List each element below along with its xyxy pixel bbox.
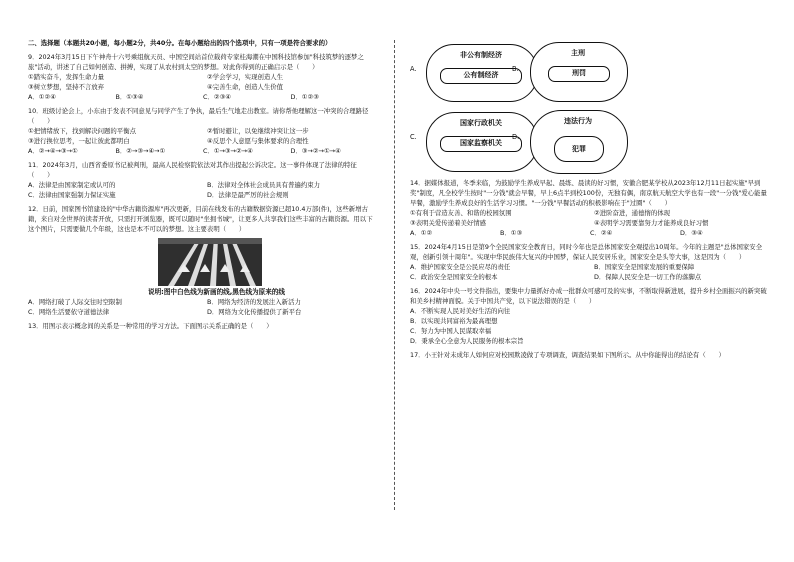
diagram-a-outer-text: 非公有制经济 [460,51,502,59]
q15-choice-d[interactable]: D．保障人民安全是一切工作的落脚点 [594,273,702,281]
q15-choice-a[interactable]: A．维护国家安全是公民应尽的责任 [410,263,511,271]
q9-choice-a[interactable]: A．①②④ [28,93,56,101]
road-lane-picture [158,238,262,286]
q14-choice-a[interactable]: A．①② [410,229,433,237]
question-14-stem: 14．据媒体报道，冬季来临，为鼓励学生养成早起、晨练、晨读的好习惯，安徽合肥某学校从2023年12月11日起实施"早到奖"制度，凡全校学生按时"一分钱"就会早餐，早上6点半到校100份，无独有偶，南京航天航空大学也有一段"一分钱"爱心能量早餐，激励学生养成良好的生活学习习惯。"一分钱"早餐活动的积极影响在于"过圈"（ ） [410,179,767,207]
question-14 [410,178,770,238]
q9-choice-d[interactable]: D．①②③ [290,93,319,101]
q10-choice-a[interactable]: A．②→④→③→① [28,147,78,155]
q16-choice-a[interactable]: A．不断实现人民对美好生活的向往 [410,307,511,315]
diagram-c-label[interactable]: C. [410,133,417,141]
q10-statement-4: ④反思个人意愿与集体要求的合理性 [207,137,309,145]
question-9 [28,52,378,102]
q14-statement-4: ④表明学习需要靠努力才能养成良好习惯 [594,219,709,227]
q11-choice-d[interactable]: D．法律是最严厉的社会规则 [207,191,289,199]
right-column [410,38,770,360]
diagram-c-outer-text: 国家行政机关 [460,119,502,127]
column-divider [394,40,395,510]
q14-choice-b[interactable]: B．①③ [500,229,523,237]
q10-statement-1: ①把情绪放下，找到解决问题的平衡点 [28,127,136,135]
q9-statement-4: ④完善生命，创造人生价值 [207,83,284,91]
q16-choice-b[interactable]: B．以实现共同富裕为最高理想 [410,317,498,325]
diagram-c-inner: 国家监察机关 [440,136,522,152]
diagram-d-outer-text: 违法行为 [564,117,592,125]
question-10-stem: 10．班级讨论会上，小东由于发表不同意见与同学产生了争执，最后生气地走出教室。请你帮他理解这一冲突的合理路径（ ） [28,107,369,125]
q14-choice-d[interactable]: D．③④ [680,229,703,237]
q9-statement-3: ③树立梦想，坚持不言放弃 [28,83,105,91]
q12-choice-c[interactable]: C．网络生活要依守道德法律 [28,308,110,316]
q14-choice-c[interactable]: C．②④ [590,229,613,237]
diagram-a-inner: 公有制经济 [440,68,522,84]
q9-choice-c[interactable]: C．②③④ [203,93,232,101]
question-13-stem: 13．用图示表示概念间的关系是一种常用的学习方法。下面图示关系正确的是（ ） [28,322,273,330]
q11-choice-a[interactable]: A．法律是由国家制定或认可的 [28,181,116,189]
section-heading: 二、选择题（本题共20小题，每小题2分，共40分。在每小题给出的四个选项中，只有一项是符合要求的） [28,39,332,47]
q14-statement-2: ②进阶奋进，通德惰的体现 [594,209,671,217]
q9-statement-1: ①踏实奋斗，发挥生命力量 [28,73,105,81]
q10-choice-b[interactable]: B．②→③→④→① [115,147,166,155]
q11-choice-c[interactable]: C．法律由国家强制力保证实施 [28,191,116,199]
question-9-stem: 9．2024年3月15日下午神舟十六号乘组航天员、中国空间站首位载荷专家桂海潮在中国科技馆参加"科技筑梦的逐梦之旅"活动，讲述了自己如何创造、拼搏，实现了从农村到太空的梦想。对此你得到的正确启示是（ ） [28,53,364,71]
road-markings-image [158,238,262,286]
q16-choice-c[interactable]: C．努力为中国人民谋取幸福 [410,327,492,335]
q14-statement-3: ③表明关爱传递着美好情感 [410,219,487,227]
left-column [28,38,378,331]
diagram-a-label[interactable]: A. [410,65,417,73]
question-15 [410,242,770,282]
question-10 [28,106,378,156]
q14-statement-1: ①有利于营造友善、和谐的校园氛围 [410,209,512,217]
question-16-stem: 16．2024年中央一号文件指出，要集中力量抓好办成一批群众可感可及的实事，不断取得新进展，提升乡村全面振兴的新突破和美乡村精神面貌。关于中国共产党，以下说法错误的是（ ） [410,287,767,305]
question-15-stem: 15．2024年4月15日是第9个全民国家安全教育日，同时今年也是总体国家安全观提出10周年。今年的主题是"总体国家安全观，创新引领十周年"。实现中华民族伟大复兴的中国梦，保证人民安居乐业，国家安全是头等大事，这是因为（ ） [410,243,763,261]
question-11-stem: 11．2024年3月，山西省委原书记被判刑，最高人民检察院依法对其作出提起公诉决定。这一事件体现了法律的特征（ ） [28,161,357,179]
question-16 [410,286,770,346]
q12-choice-d[interactable]: D．网络为文化传播提供了新平台 [207,308,302,316]
q13-diagram-options [410,38,770,178]
q15-choice-c[interactable]: C．政治安全是国家安全的根本 [410,273,498,281]
q15-choice-b[interactable]: B．国家安全是国家发展的重要保障 [594,263,695,271]
diagram-b-outer-text: 主刑 [571,49,585,57]
picture-caption: 说明:图中白色线为新画的线,黑色线为原来的线 [148,288,286,296]
question-12 [28,204,378,317]
question-11 [28,160,378,200]
q10-choice-d[interactable]: D．③→②→①→④ [290,147,341,155]
q16-choice-d[interactable]: D．秉承全心全意为人民服务的根本宗旨 [410,337,524,345]
diagram-d-label[interactable]: D. [512,133,520,141]
question-17-stem: 17．小王针对未成年人如何应对校园欺凌做了专项调查，调查结果如下图所示。从中你能得出的结论有（ ） [410,351,725,359]
q10-choice-c[interactable]: C．①→③→②→④ [203,147,253,155]
diagram-d-inner: 犯罪 [554,136,604,162]
q9-statement-2: ②学会学习，实现创造人生 [207,73,284,81]
question-12-stem: 12．日前，国家图书馆建设的"中华古籍资源库"再次更新，目前在线发布的古籍数据资源已超10.4万部(件)，这些新增古籍，来自对全世界的读者开放，只需打开浏览器，既可以随时"坐拥书城"，让更多人共享我们这些丰富的古籍资源。用以下这个图片，只需要做几个年级，这也是本不可以的梦想。这主要表明（ ） [28,205,373,233]
q11-choice-b[interactable]: B．法律对全体社会成员具有普遍约束力 [207,181,321,189]
q12-choice-a[interactable]: A．网络打破了人际交往时空限制 [28,298,122,306]
q12-choice-b[interactable]: B．网络为经济的发展注入新活力 [207,298,301,306]
q10-statement-3: ③进行换位思考，一起让彼此都明白 [28,137,130,145]
q9-choice-b[interactable]: B．①③④ [115,93,144,101]
diagram-b-label[interactable]: B. [512,65,519,73]
q10-statement-2: ②暂时避让，以免继续冲突让这一步 [207,127,309,135]
diagram-b-inner: 刑罚 [548,66,610,82]
